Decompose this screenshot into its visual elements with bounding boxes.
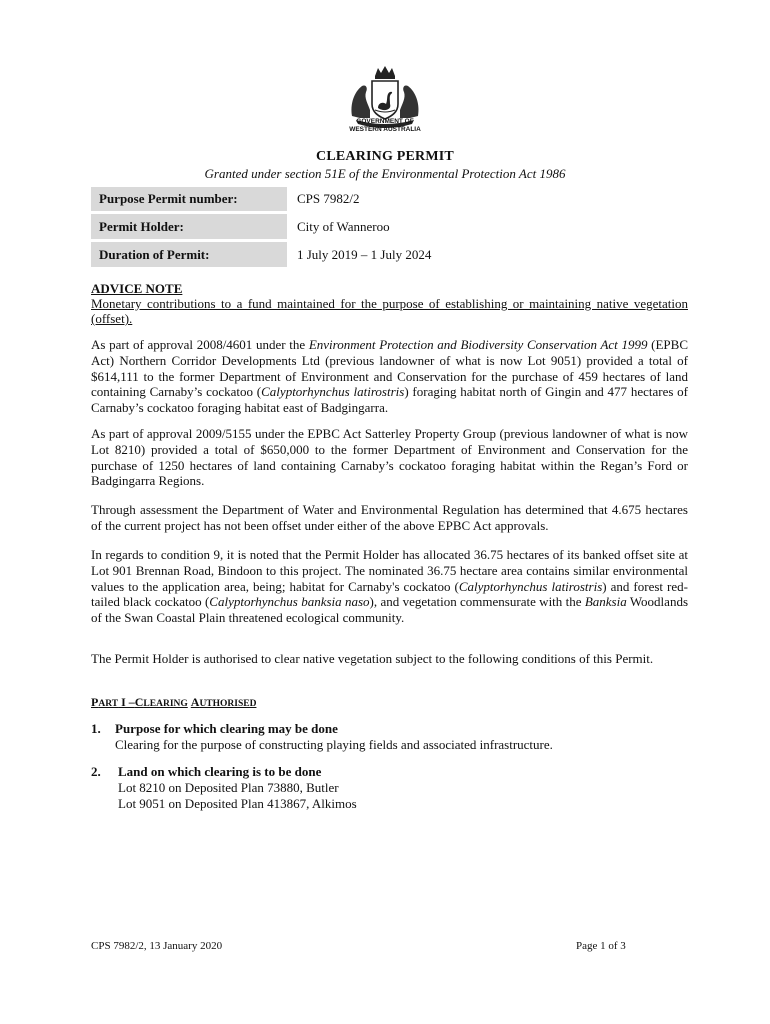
species-name: Calyptorhynchus latirostris	[261, 384, 405, 400]
text-run: In regards to condition 9, it is noted that the Permit Holder has allocated 36.75 hectares of its banked offset site at Lot 901 Brennan Road, Bindoon to this project. The nominated 36.75 hectare area contains similar environmental values to the application area, being; habitat for Carnaby's cockatoo (	[91, 547, 688, 594]
advice-note-subheading: Monetary contributions to a fund maintained for the purpose of establishing or maintaining native vegetation (offset).	[91, 296, 688, 326]
permit-number-value: CPS 7982/2	[297, 191, 360, 206]
advice-paragraph-4	[91, 547, 688, 626]
page-subtitle: Granted under section 51E of the Environmental Protection Act 1986	[204, 166, 566, 181]
act-name: Environment Protection and Biodiversity Conservation Act 1999	[308, 337, 648, 352]
permit-info-table	[91, 187, 688, 270]
text-run: As part of approval 2008/4601 under the	[91, 337, 309, 352]
page-title: CLEARING PERMIT	[316, 149, 454, 164]
condition-1-number: 1.	[91, 721, 101, 736]
advice-paragraph-3: Through assessment the Department of Water and Environmental Regulation has determined that 4.675 hectares of the current project has not been offset under either of the above EPBC Act approvals.	[91, 502, 688, 533]
condition-1-text: Clearing for the purpose of constructing playing fields and associated infrastructure.	[115, 737, 553, 752]
heading-run: ART	[98, 699, 119, 709]
text-run: (EPBC Act) Northern Corridor Developments Ltd (previous landowner of what is now Lot 9051) provided a total of $614,111 to the former Department of Environment and Conservation for the purchase of 459 hectares of land containing Carnaby’s cockatoo (	[91, 337, 688, 400]
government-label	[335, 118, 435, 133]
permit-holder-value: City of Wanneroo	[297, 218, 390, 234]
species-name: Calyptorhynchus latirostris	[458, 578, 603, 594]
gov-line-2: WESTERN AUSTRALIA	[349, 125, 421, 133]
permit-number-row	[91, 187, 688, 211]
text-run: ), and vegetation commensurate with the	[369, 594, 585, 610]
advice-paragraph-1	[91, 337, 688, 416]
part-1-heading	[91, 695, 256, 710]
heading-run: A	[190, 695, 200, 709]
advice-paragraph-5: The Permit Holder is authorised to clear native vegetation subject to the following conditions of this Permit.	[91, 651, 654, 666]
condition-2-number: 2.	[91, 764, 101, 779]
text-run: Woodlands of the Swan Coastal Plain threatened ecological community.	[91, 594, 689, 626]
heading-run: LEARING	[143, 699, 188, 709]
permit-number-label: Purpose Permit number:	[91, 187, 287, 211]
heading-run: UTHORISED	[199, 699, 257, 709]
permit-duration-label: Duration of Permit:	[91, 242, 287, 267]
heading-run: P	[91, 695, 99, 709]
species-name: Calyptorhynchus banksia naso	[209, 594, 370, 610]
text-run: ) and forest red-tailed black cockatoo (	[91, 578, 688, 610]
text-run: ) foraging habitat north of Gingin and 477 hectares of Carnaby’s cockatoo foraging habitat east of Badgingarra.	[91, 384, 688, 416]
gov-line-1: GOVERNMENT OF	[356, 118, 414, 125]
permit-duration-row	[91, 242, 688, 267]
footer-page-number: Page 1 of 3	[576, 940, 626, 952]
condition-2-line-1: Lot 8210 on Deposited Plan 73880, Butler	[118, 780, 339, 795]
permit-holder-label: Permit Holder:	[91, 214, 287, 239]
permit-holder-row	[91, 214, 688, 239]
condition-1-title: Purpose for which clearing may be done	[115, 721, 338, 736]
genus-name: Banksia	[584, 594, 627, 610]
heading-run: I –	[118, 695, 135, 709]
heading-run: C	[134, 695, 144, 709]
permit-duration-value: 1 July 2019 – 1 July 2024	[297, 246, 432, 262]
condition-2-line-2: Lot 9051 on Deposited Plan 413867, Alkimos	[118, 796, 357, 811]
advice-note-heading: ADVICE NOTE	[91, 281, 183, 296]
advice-paragraph-2: As part of approval 2009/5155 under the EPBC Act Satterley Property Group (previous landowner of what is now Lot 8210) provided a total of $650,000 to the former Department of Environment and Conservation for the purchase of 1250 hectares of land containing Carnaby’s cockatoo foraging habitat within the Regan’s Ford or Badgingarra Regions.	[91, 426, 688, 489]
footer-document-ref: CPS 7982/2, 13 January 2020	[91, 940, 223, 952]
condition-2-title: Land on which clearing is to be done	[118, 764, 322, 779]
